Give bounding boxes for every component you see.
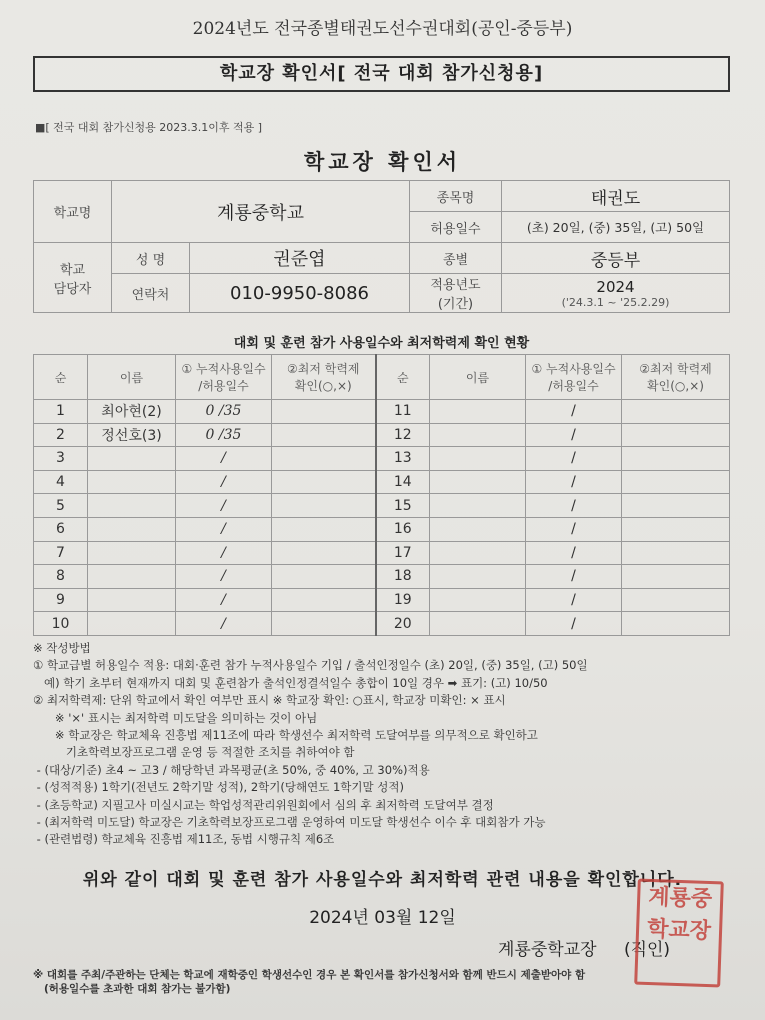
row-name-left bbox=[88, 517, 176, 541]
table-row bbox=[34, 541, 730, 565]
row-days-left: / bbox=[176, 517, 272, 541]
header-check-line-1: ②최저 학력제 bbox=[286, 362, 360, 376]
row-check-left bbox=[272, 517, 376, 541]
table-row bbox=[34, 447, 730, 471]
year-label: 적용년도 bbox=[430, 278, 481, 293]
row-days-right: / bbox=[526, 565, 622, 589]
row-check-right bbox=[622, 423, 730, 447]
row-check-right bbox=[622, 447, 730, 471]
row-days-left: / bbox=[176, 612, 272, 636]
row-days-right: / bbox=[526, 447, 622, 471]
year-period-value bbox=[502, 274, 730, 313]
row-number-right: 14 bbox=[376, 470, 430, 494]
header-name-left: 이름 bbox=[88, 355, 176, 400]
header-num-right: 순 bbox=[376, 355, 430, 400]
header-days-line-1: ① 누적사용일수 bbox=[531, 362, 616, 376]
table-row bbox=[34, 494, 730, 518]
row-number-right: 12 bbox=[376, 423, 430, 447]
row-number-right: 11 bbox=[376, 400, 430, 424]
row-number-left: 3 bbox=[34, 447, 88, 471]
allowed-days-label: 허용일수 bbox=[410, 212, 502, 243]
header-num-left: 순 bbox=[34, 355, 88, 400]
row-days-left: 0 /35 bbox=[176, 400, 272, 424]
table-row bbox=[34, 612, 730, 636]
row-name-right bbox=[430, 588, 526, 612]
row-name-left bbox=[88, 494, 176, 518]
row-days-left: / bbox=[176, 494, 272, 518]
row-check-left bbox=[272, 447, 376, 471]
header-days-line-2: /허용일수 bbox=[548, 379, 599, 393]
instruction-line: ※ 작성방법 bbox=[33, 641, 91, 655]
row-name-right bbox=[430, 541, 526, 565]
row-name-right bbox=[430, 470, 526, 494]
instruction-line: ② 최저학력제: 단위 학교에서 확인 여부만 표시 ※ 학교장 확인: ○표시, 학교장 미확인: × 표시 bbox=[33, 693, 506, 708]
row-check-left bbox=[272, 612, 376, 636]
footnote-line: (허용일수를 초과한 대회 참가는 불가함) bbox=[33, 983, 231, 995]
row-check-right bbox=[622, 588, 730, 612]
row-days-right: / bbox=[526, 494, 622, 518]
row-name-right bbox=[430, 400, 526, 424]
form-banner: 학교장 확인서[ 전국 대회 참가신청용] bbox=[33, 56, 730, 92]
contact-person-label bbox=[34, 243, 112, 313]
row-name-right bbox=[430, 423, 526, 447]
table-header-row bbox=[34, 355, 730, 400]
row-check-left bbox=[272, 400, 376, 424]
row-number-right: 20 bbox=[376, 612, 430, 636]
form-title: 학교장 확인서 bbox=[303, 150, 462, 174]
record-rows bbox=[34, 400, 730, 636]
event-title: 2024년도 전국종별태권도선수권대회(공인-중등부) bbox=[192, 19, 573, 39]
row-number-left: 1 bbox=[34, 400, 88, 424]
period-label: (기간) bbox=[437, 297, 474, 312]
row-days-right: / bbox=[526, 541, 622, 565]
row-name-left: 정선호(3) bbox=[88, 423, 176, 447]
header-check-line-2: 확인(○,×) bbox=[294, 379, 352, 393]
table-row bbox=[34, 423, 730, 447]
header-check-line-1: ②최저 학력제 bbox=[639, 362, 712, 376]
row-number-left: 8 bbox=[34, 565, 88, 589]
row-name-left bbox=[88, 541, 176, 565]
row-days-left: 0 /35 bbox=[176, 423, 272, 447]
instructions-block bbox=[33, 640, 733, 849]
header-check-left bbox=[272, 355, 376, 400]
allowed-days-value: (초) 20일, (중) 35일, (고) 50일 bbox=[502, 212, 730, 243]
row-number-left: 9 bbox=[34, 588, 88, 612]
table-row bbox=[34, 517, 730, 541]
row-number-right: 18 bbox=[376, 565, 430, 589]
table-row bbox=[34, 400, 730, 424]
header-check-line-2: 확인(○,×) bbox=[647, 379, 704, 393]
info-table bbox=[33, 180, 730, 313]
category-label: 종별 bbox=[410, 243, 502, 274]
row-name-right bbox=[430, 517, 526, 541]
row-number-left: 5 bbox=[34, 494, 88, 518]
official-seal-stamp: 계룡중학교장 bbox=[634, 879, 724, 988]
school-value: 계룡중학교 bbox=[112, 181, 410, 243]
header-name-right: 이름 bbox=[430, 355, 526, 400]
instruction-line: ① 학교급별 허용일수 적용: 대회·훈련 참가 누적사용일수 기입 / 출석인정일수 (초) 20일, (중) 35일, (고) 50일 bbox=[33, 658, 588, 673]
row-name-right bbox=[430, 565, 526, 589]
issue-date: 2024년 03월 12일 bbox=[309, 908, 456, 928]
year-value: 2024 bbox=[596, 277, 635, 296]
header-days-line-1: ① 누적사용일수 bbox=[181, 362, 266, 376]
table-row bbox=[34, 565, 730, 589]
row-days-right: / bbox=[526, 612, 622, 636]
table-row bbox=[34, 470, 730, 494]
row-name-right bbox=[430, 494, 526, 518]
school-label: 학교명 bbox=[34, 181, 112, 243]
row-check-right bbox=[622, 494, 730, 518]
row-name-left bbox=[88, 447, 176, 471]
row-check-left bbox=[272, 423, 376, 447]
row-check-left bbox=[272, 494, 376, 518]
event-value: 태권도 bbox=[502, 181, 730, 212]
instruction-line: - (최저학력 미도달) 학교장은 기초학력보장프로그램 운영하여 미도달 학생선수 이수 후 대회참가 가능 bbox=[33, 815, 546, 830]
row-days-left: / bbox=[176, 447, 272, 471]
row-days-right: / bbox=[526, 423, 622, 447]
name-label: 성 명 bbox=[112, 243, 190, 274]
footnote bbox=[33, 968, 733, 996]
contact-label-line-1: 학교 bbox=[59, 262, 86, 278]
row-days-left: / bbox=[176, 565, 272, 589]
instruction-line: - (초등학교) 지필고사 미실시교는 학업성적관리위원회에서 심의 후 최저학력 도달여부 결정 bbox=[33, 797, 494, 812]
row-name-right bbox=[430, 447, 526, 471]
table-row bbox=[34, 588, 730, 612]
row-number-right: 17 bbox=[376, 541, 430, 565]
principal-title: 계룡중학교장 bbox=[498, 940, 597, 960]
phone-label: 연락처 bbox=[112, 274, 190, 313]
row-number-left: 7 bbox=[34, 541, 88, 565]
row-check-right bbox=[622, 612, 730, 636]
row-days-right: / bbox=[526, 400, 622, 424]
row-number-left: 4 bbox=[34, 470, 88, 494]
instruction-line: - (성적적용) 1학기(전년도 2학기말 성적), 2학기(당해연도 1학기말 성적) bbox=[33, 780, 404, 795]
instruction-line: ※ 학교장은 학교체육 진흥법 제11조에 따라 학생선수 최저학력 도달여부를 의무적으로 확인하고 bbox=[33, 728, 538, 743]
row-name-left: 최아현(2) bbox=[88, 400, 176, 424]
row-check-left bbox=[272, 588, 376, 612]
row-number-right: 13 bbox=[376, 447, 430, 471]
instruction-line: 예) 학기 초부터 현재까지 대회 및 훈련참가 출석인정결석일수 총합이 10일 경우 ➡ 표기: (고) 10/50 bbox=[33, 675, 548, 690]
instruction-line: 기초학력보장프로그램 운영 등 적절한 조치를 취하여야 함 bbox=[33, 745, 355, 760]
row-days-left: / bbox=[176, 588, 272, 612]
phone-value: 010-9950-8086 bbox=[190, 274, 410, 313]
row-check-right bbox=[622, 565, 730, 589]
usage-records-table bbox=[33, 354, 730, 636]
row-check-left bbox=[272, 470, 376, 494]
row-name-right bbox=[430, 612, 526, 636]
confirmation-statement: 위와 같이 대회 및 훈련 참가 사용일수와 최저학력 관련 내용을 확인합니다. bbox=[82, 870, 683, 890]
name-value: 권준엽 bbox=[190, 243, 410, 274]
row-name-left bbox=[88, 470, 176, 494]
header-check-right bbox=[622, 355, 730, 400]
instruction-line: - (관련법령) 학교체육 진흥법 제11조, 동법 시행규칙 제6조 bbox=[33, 832, 335, 847]
row-check-right bbox=[622, 470, 730, 494]
instruction-line: ※ '×' 표시는 최저학력 미도달을 의미하는 것이 아님 bbox=[33, 710, 318, 725]
header-days-left bbox=[176, 355, 272, 400]
row-days-right: / bbox=[526, 470, 622, 494]
header-days-line-2: /허용일수 bbox=[198, 379, 249, 393]
row-days-right: / bbox=[526, 517, 622, 541]
row-number-right: 15 bbox=[376, 494, 430, 518]
row-check-right bbox=[622, 541, 730, 565]
section-title: 대회 및 훈련 참가 사용일수와 최저학력제 확인 현황 bbox=[233, 336, 530, 351]
row-check-right bbox=[622, 400, 730, 424]
row-days-left: / bbox=[176, 541, 272, 565]
row-days-left: / bbox=[176, 470, 272, 494]
row-name-left bbox=[88, 612, 176, 636]
row-check-left bbox=[272, 541, 376, 565]
footnote-line: ※ 대회를 주최/주관하는 단체는 학교에 재학중인 학생선수인 경우 본 확인서를 참가신청서와 함께 반드시 제출받아야 함 bbox=[33, 969, 586, 981]
row-number-right: 19 bbox=[376, 588, 430, 612]
row-number-left: 10 bbox=[34, 612, 88, 636]
header-days-right bbox=[526, 355, 622, 400]
application-note: ■[ 전국 대회 참가신청용 2023.3.1이후 적용 ] bbox=[35, 121, 263, 134]
row-number-left: 2 bbox=[34, 423, 88, 447]
row-days-right: / bbox=[526, 588, 622, 612]
category-value: 중등부 bbox=[502, 243, 730, 274]
row-check-right bbox=[622, 517, 730, 541]
row-number-right: 16 bbox=[376, 517, 430, 541]
event-label: 종목명 bbox=[410, 181, 502, 212]
row-name-left bbox=[88, 588, 176, 612]
row-number-left: 6 bbox=[34, 517, 88, 541]
period-value: ('24.3.1 ~ '25.2.29) bbox=[561, 295, 670, 309]
row-name-left bbox=[88, 565, 176, 589]
instruction-line: - (대상/기준) 초4 ~ 고3 / 해당학년 과목평균(초 50%, 중 40%, 고 30%)적용 bbox=[33, 762, 430, 777]
seal-mark: (직인) bbox=[623, 940, 671, 960]
row-check-left bbox=[272, 565, 376, 589]
contact-label-line-2: 담당자 bbox=[53, 281, 92, 297]
year-period-label bbox=[410, 274, 502, 313]
